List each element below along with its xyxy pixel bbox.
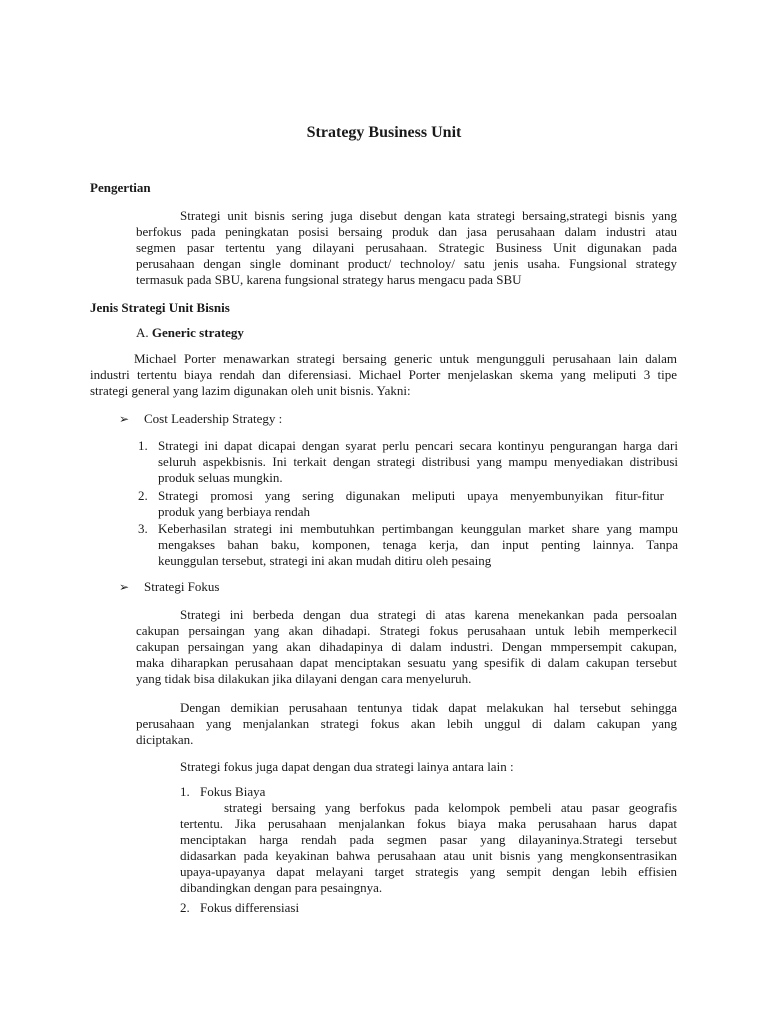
list-number: 2. [180, 900, 190, 915]
cost-leadership-item-2: Strategi promosi yang sering digunakan meliputi upaya menyembunyikan fitur-fitur produk yang berbiaya rendah [158, 488, 664, 519]
strategi-fokus-label: Strategi Fokus [144, 579, 220, 594]
fokus-paragraph-2: Dengan demikian perusahaan tentunya tidak dapat melakukan hal tersebut sehingga perusahaan yang menjalankan strategi fokus akan lebih unggul di dalam cakupan yang diciptakan. [136, 700, 677, 747]
fokus-biaya-paragraph: strategi bersaing yang berfokus pada kelompok pembeli atau pasar geografis tertentu. Jika perusahaan menjalankan fokus biaya maka perusahaan harus dapat menciptakan harga rendah pada segmen pasar yang dilayaninya.Strategi tersebut didasarkan pada keyakinan bahwa perusahaan atau unit bisnis yang mengkonsentrasikan upaya-upayanya dapat melayani target strategis yang sempit dengan lebih effisien dibandingkan dengan para pesaingnya. [180, 800, 677, 895]
fokus-paragraph-1: Strategi ini berbeda dengan dua strategi di atas karena menekankan pada persoalan cakupan persaingan yang akan dihadapi. Strategi fokus perusahaan untuk lebih memperkecil cakupan persaingan yang akan dihadapinya di dalam industri. Dengan mmpersempit cakupan, maka diharapkan perusahaan dapat menciptakan sesuatu yang spesifik di dalam cakupan tersebut yang tidak bisa dilakukan jika dilayani dengan cara menyeluruh. [136, 607, 677, 686]
cost-leadership-item-1: Strategi ini dapat dicapai dengan syarat perlu pencari secara kontinyu pengurangan harga dari seluruh aspekbisnis. Ini terkait dengan strategi distribusi yang mampu menyediakan distribusi produk seluas mungkin. [158, 438, 678, 485]
list-number: 1. [180, 784, 190, 799]
fokus-paragraph-3: Strategi fokus juga dapat dengan dua strategi lainya antara lain : [180, 759, 514, 774]
arrow-bullet-icon: ➢ [118, 412, 130, 426]
pengertian-paragraph: Strategi unit bisnis sering juga disebut dengan kata strategi bersaing,strategi bisnis yang berfokus pada peningkatan posisi bersaing produk dan jasa perusahaan dalam industri atau segmen pasar tertentu yang dilayani perusahaan. Strategic Business Unit digunakan pada perusahaan dengan single dominant product/ technoloy/ satu jenis usaha. Fungsional strategy termasuk pada SBU, karena fungsional strategy harus mengacu pada SBU [136, 208, 677, 287]
fokus-biaya-label: Fokus Biaya [200, 784, 266, 799]
arrow-bullet-icon: ➢ [118, 580, 130, 594]
document-title: Strategy Business Unit [306, 124, 462, 141]
section-a-letter: A. [136, 325, 149, 340]
list-number: 3. [138, 521, 148, 536]
fokus-differensiasi-label: Fokus differensiasi [200, 900, 300, 915]
section-a-label: Generic strategy [151, 325, 244, 340]
cost-leadership-item-3: Keberhasilan strategi ini membutuhkan pertimbangan keunggulan market share yang mampu mengakses bahan baku, komponen, tenaga kerja, dan input penting lainnya. Tanpa keunggulan tersebut, strategi ini akan mudah ditiru oleh pesaing [158, 521, 678, 568]
list-number: 2. [138, 488, 148, 503]
cost-leadership-label: Cost Leadership Strategy : [144, 411, 283, 426]
list-number: 1. [138, 438, 148, 453]
heading-jenis-strategi: Jenis Strategi Unit Bisnis [90, 300, 230, 315]
heading-pengertian: Pengertian [90, 180, 151, 195]
generic-intro-paragraph: Michael Porter menawarkan strategi bersaing generic untuk mengungguli perusahaan lain dalam industri tertentu biaya rendah dan diferensiasi. Michael Porter menjelaskan skema yang meliputi 3 tipe strategi general yang lazim digunakan oleh unit bisnis. Yakni: [90, 351, 677, 398]
section-a-heading [136, 325, 244, 341]
